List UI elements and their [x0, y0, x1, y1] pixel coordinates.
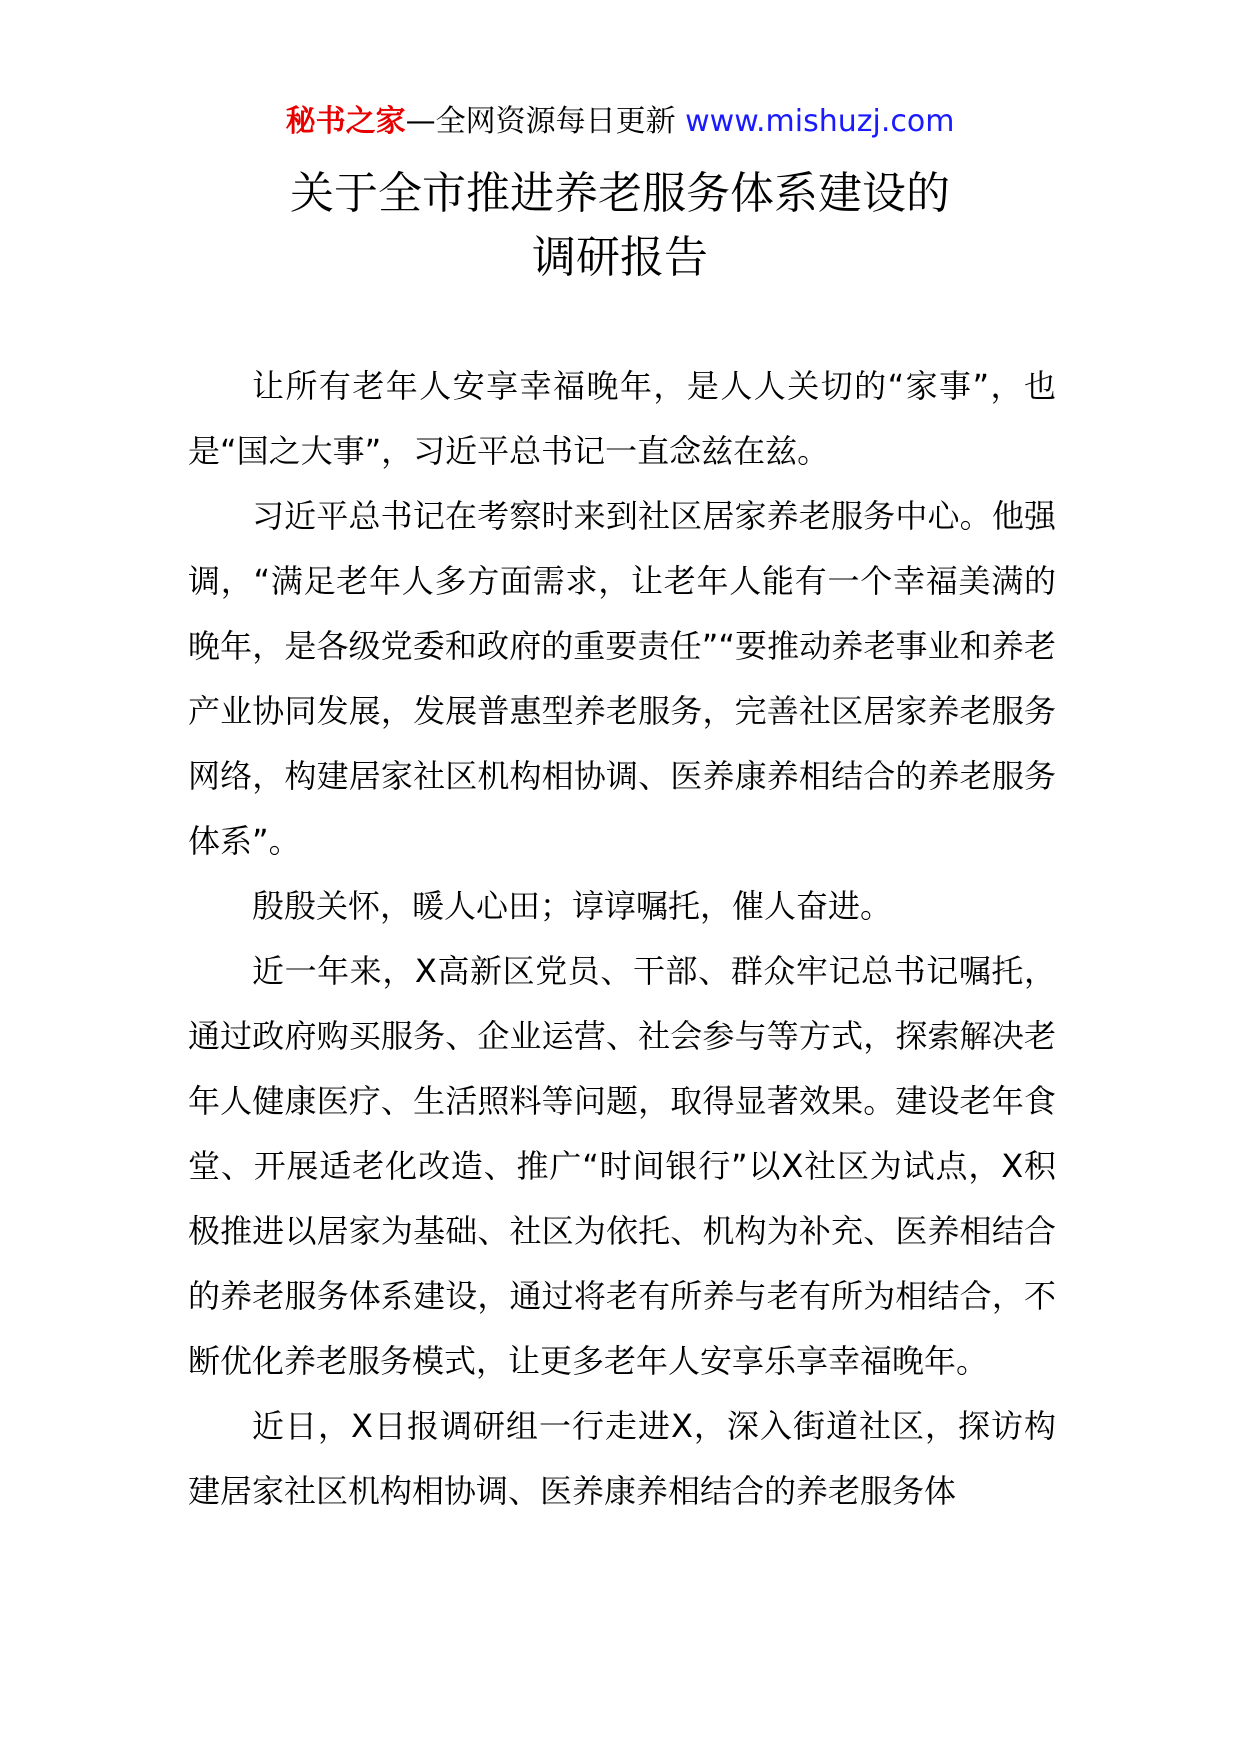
document-title	[0, 162, 1240, 290]
header-tagline: —全网资源每日更新	[405, 104, 676, 139]
site-url-link[interactable]: www.mishuzj.com	[685, 104, 955, 139]
paragraph-4: 近一年来，X高新区党员、干部、群众牢记总书记嘱托，通过政府购买服务、企业运营、社会参与等方式，探索解决老年人健康医疗、生活照料等问题，取得显著效果。建设老年食堂、开展适老化改造、推广“时间银行”以X社区为试点，X积极推进以居家为基础、社区为依托、机构为补充、医养相结合的养老服务体系建设，通过将老有所养与老有所为相结合，不断优化养老服务模式，让更多老年人安享乐享幸福晚年。	[188, 952, 1056, 1380]
title-line-2: 调研报告	[532, 232, 708, 283]
title-line-1: 关于全市推进养老服务体系建设的	[290, 168, 950, 219]
paragraph-1: 让所有老年人安享幸福晚年，是人人关切的“家事”，也是“国之大事”，习近平总书记一直念兹在兹。	[188, 367, 1056, 470]
paragraph-2: 习近平总书记在考察时来到社区居家养老服务中心。他强调，“满足老年人多方面需求，让老年人能有一个幸福美满的晚年，是各级党委和政府的重要责任”“要推动养老事业和养老产业协同发展，发展普惠型养老服务，完善社区居家养老服务网络，构建居家社区机构相协调、医养康养相结合的养老服务体系”。	[188, 497, 1056, 860]
brand-name: 秘书之家	[285, 104, 406, 139]
paragraph-3: 殷殷关怀，暖人心田；谆谆嘱托，催人奋进。	[252, 887, 893, 925]
document-body	[188, 354, 1056, 1524]
paragraph-5: 近日，X日报调研组一行走进X，深入街道社区，探访构建居家社区机构相协调、医养康养相结合的养老服务体	[188, 1407, 1056, 1510]
site-header	[0, 100, 1240, 144]
